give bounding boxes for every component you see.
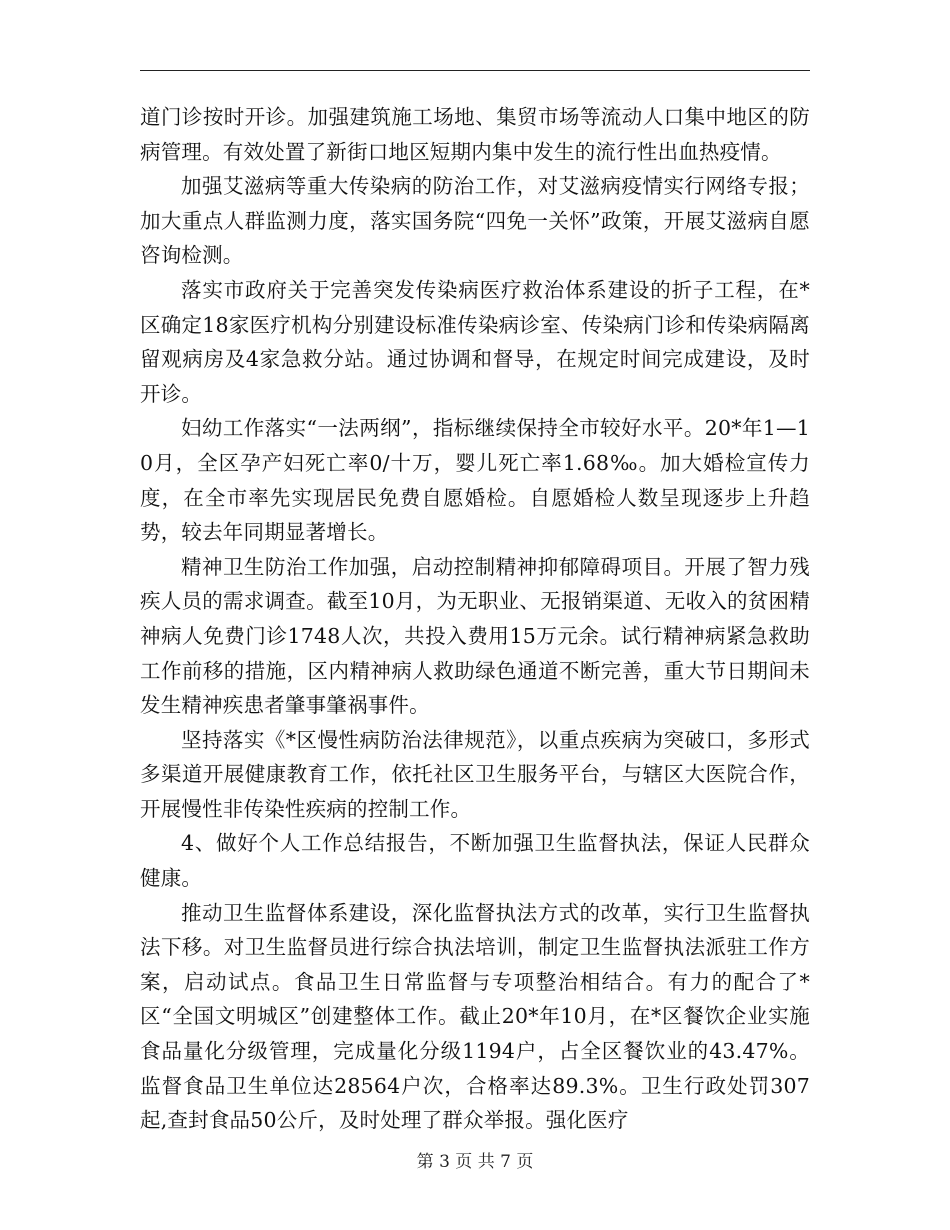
paragraph-mental-health: 精神卫生防治工作加强，启动控制精神抑郁障碍项目。开展了智力残疾人员的需求调查。截至10月，为无职业、无报销渠道、无收入的贫困精神病人免费门诊1748人次，共投入费用15万元余。试行精神病紧急救助工作前移的措施，区内精神病人救助绿色通道不断完善，重大节日期间未发生精神疾患者肇事肇祸事件。 [140, 554, 810, 718]
paragraph-aids-prevention: 加强艾滋病等重大传染病的防治工作，对艾滋病疫情实行网络专报；加大重点人群监测力度，落实国务院“四免一关怀”政策，开展艾滋病自愿咨询检测。 [140, 174, 810, 268]
page-footer [0, 1151, 950, 1173]
paragraph-maternal-child-health: 妇幼工作落实“一法两纲”，指标继续保持全市较好水平。20*年1—10月，全区孕产妇死亡率0/十万，婴儿死亡率1.68‰。加大婚检宣传力度，在全市率先实现居民免费自愿婚检。自愿婚检人数呈现逐步上升趋势，较去年同期显著增长。 [140, 416, 810, 545]
paragraph-chronic-disease: 坚持落实《*区慢性病防治法律规范》，以重点疾病为突破口，多形式多渠道开展健康教育工作，依托社区卫生服务平台，与辖区大医院合作，开展慢性非传染性疾病的控制工作。 [140, 727, 810, 821]
header-rule [140, 70, 810, 71]
body-text [140, 100, 810, 1138]
page-number-label: 第 3 页 共 7 页 [416, 1152, 534, 1172]
paragraph-section-4-heading: 4、做好个人工作总结报告，不断加强卫生监督执法，保证人民群众健康。 [140, 831, 810, 891]
paragraph-infectious-treatment-system: 落实市政府关于完善突发传染病医疗救治体系建设的折子工程，在*区确定18家医疗机构分别建设标准传染病诊室、传染病门诊和传染病隔离留观病房及4家急救分站。通过协调和督导，在规定时间完成建设，及时开诊。 [140, 277, 810, 406]
paragraph-continuation: 道门诊按时开诊。加强建筑施工场地、集贸市场等流动人口集中地区的防病管理。有效处置了新街口地区短期内集中发生的流行性出血热疫情。 [140, 105, 810, 164]
paragraph-health-supervision: 推动卫生监督体系建设，深化监督执法方式的改革，实行卫生监督执法下移。对卫生监督员进行综合执法培训，制定卫生监督执法派驻工作方案，启动试点。食品卫生日常监督与专项整治相结合。有力的配合了*区“全国文明城区”创建整体工作。截止20*年10月，在*区餐饮企业实施食品量化分级管理，完成量化分级1194户，占全区餐饮业的43.47%。监督食品卫生单位达28564户次，合格率达89.3%。卫生行政处罚307起,查封食品50公斤，及时处理了群众举报。强化医疗 [140, 900, 810, 1133]
